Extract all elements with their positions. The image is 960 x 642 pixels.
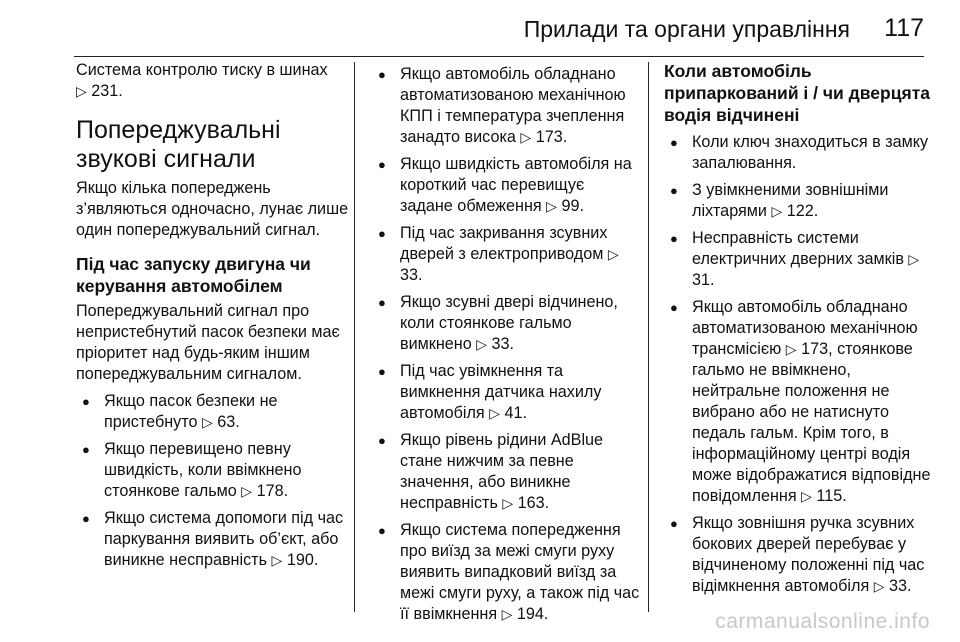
list-item: ● Якщо зсувні двері відчинено, коли стоянкове гальмо вимкнено ▷ 33. — [372, 292, 640, 355]
list-item: ● З увімкненими зовнішніми ліхтарями ▷ 122. — [664, 180, 934, 222]
list-item: ● Якщо система допомоги під час паркування виявить об’єкт, або виникне несправність ▷ 190. — [76, 508, 350, 571]
page-link[interactable]: 122. — [786, 202, 819, 220]
column-2 — [372, 60, 640, 631]
page-reference-icon: ▷ — [771, 203, 783, 219]
page-link[interactable]: 115. — [816, 487, 847, 505]
page-link[interactable]: 99. — [561, 197, 584, 215]
list-item: ● Якщо система попередження про виїзд за межі смуги руху виявить випадковий виїзд за межі смуги руху, а також під час її ввімкнення ▷ 194. — [372, 520, 640, 625]
page-link[interactable]: 173 — [801, 340, 829, 358]
column-3 — [664, 60, 934, 603]
page-reference-icon: ▷ — [501, 606, 513, 622]
intro-text: Система контролю тиску в шинах ▷ 231. — [76, 61, 328, 100]
list-item: ● Якщо зовнішня ручка зсувних бокових дверей перебуває у відчиненому положенні під час відімкнення автомобіля ▷ 33. — [664, 513, 934, 597]
page-reference-icon: ▷ — [546, 198, 557, 214]
column-divider-1 — [354, 62, 355, 612]
page-reference-icon: ▷ — [801, 488, 812, 504]
page-link[interactable]: 163. — [517, 494, 550, 512]
page-link[interactable]: 33. — [400, 266, 423, 284]
column-divider-2 — [648, 62, 649, 612]
page-link[interactable]: 231. — [91, 82, 123, 100]
page-link[interactable]: 63. — [217, 413, 240, 431]
page-reference-icon: ▷ — [476, 336, 488, 352]
watermark: carmanualsonline.info — [715, 610, 930, 633]
page-reference-icon: ▷ — [873, 578, 885, 594]
list-item: ● Якщо пасок безпеки не пристебнуто ▷ 63. — [76, 391, 350, 433]
list-item: ● Якщо автомобіль обладнано автоматизованою механічною трансмісією ▷ 173, стоянкове гальмо не ввімкнено, нейтральне положення не вибрано або не натиснуто педаль гальм. Крім того, в інформаційному центрі водія може відображатися відповідне повідомлення ▷ 115. — [664, 297, 934, 507]
page-link[interactable]: 33. — [889, 577, 912, 595]
list-item: ● Під час закривання зсувних дверей з електроприводом ▷ 33. — [372, 223, 640, 286]
page-link[interactable]: 33. — [491, 335, 515, 353]
page-link[interactable]: 173. — [535, 128, 568, 146]
page-header — [0, 0, 960, 60]
page-reference-icon: ▷ — [489, 405, 500, 421]
list-item: ● Якщо рівень рідини AdBlue стане нижчим за певне значення, або виникне несправність ▷ 163. — [372, 430, 640, 514]
list-item: ● Коли ключ знаходиться в замку запалювання. — [664, 132, 934, 174]
page-reference-icon: ▷ — [241, 483, 253, 499]
paragraph-multiple-warnings: Якщо кілька попереджень з’являються одночасно, лунає лише один попереджувальний сигнал. — [76, 179, 349, 239]
page-reference-icon: ▷ — [785, 341, 797, 357]
page-link[interactable]: 190. — [286, 551, 319, 569]
list-item: ● Несправність системи електричних дверних замків ▷ 31. — [664, 228, 934, 291]
bullet-list — [372, 64, 640, 625]
header-divider — [74, 56, 924, 57]
page-link[interactable]: 41. — [504, 404, 527, 422]
page-reference-icon: ▷ — [76, 83, 87, 99]
page-reference-icon: ▷ — [202, 414, 213, 430]
page-reference-icon: ▷ — [908, 251, 920, 267]
page-link[interactable]: 31. — [692, 271, 715, 289]
page-reference-icon: ▷ — [607, 246, 619, 262]
bullet-list — [76, 391, 350, 571]
page-link[interactable]: 194. — [516, 605, 549, 623]
list-item: ● Під час увімкнення та вимкнення датчика нахилу автомобіля ▷ 41. — [372, 361, 640, 424]
header-title: Прилади та органи управління — [523, 16, 850, 42]
subheading-engine-start: Під час запуску двигуна чи керування автомобілем — [76, 254, 311, 296]
list-item: ● Якщо перевищено певну швидкість, коли ввімкнено стоянкове гальмо ▷ 178. — [76, 439, 350, 502]
page-link[interactable]: 178. — [256, 482, 289, 500]
subheading-parked: Коли автомобіль припаркований і / чи дверцята водія відчинені — [664, 61, 930, 125]
list-item: ● Якщо швидкість автомобіля на короткий час перевищує задане обмеження ▷ 99. — [372, 154, 640, 217]
section-heading-warnings: Попереджувальні звукові сигнали — [76, 116, 281, 173]
bullet-list — [664, 132, 934, 597]
page-number: 117 — [884, 14, 924, 42]
paragraph-seatbelt-priority: Попереджувальний сигнал про непристебнутий пасок безпеки має пріоритет над будь-яким іншим попереджувальним сигналом. — [76, 302, 340, 383]
list-item: ● Якщо автомобіль обладнано автоматизованою механічною КПП і температура зчеплення занадто висока ▷ 173. — [372, 64, 640, 148]
page-reference-icon: ▷ — [271, 552, 283, 568]
column-1 — [76, 60, 350, 577]
page-reference-icon: ▷ — [502, 495, 514, 511]
page-reference-icon: ▷ — [520, 129, 532, 145]
